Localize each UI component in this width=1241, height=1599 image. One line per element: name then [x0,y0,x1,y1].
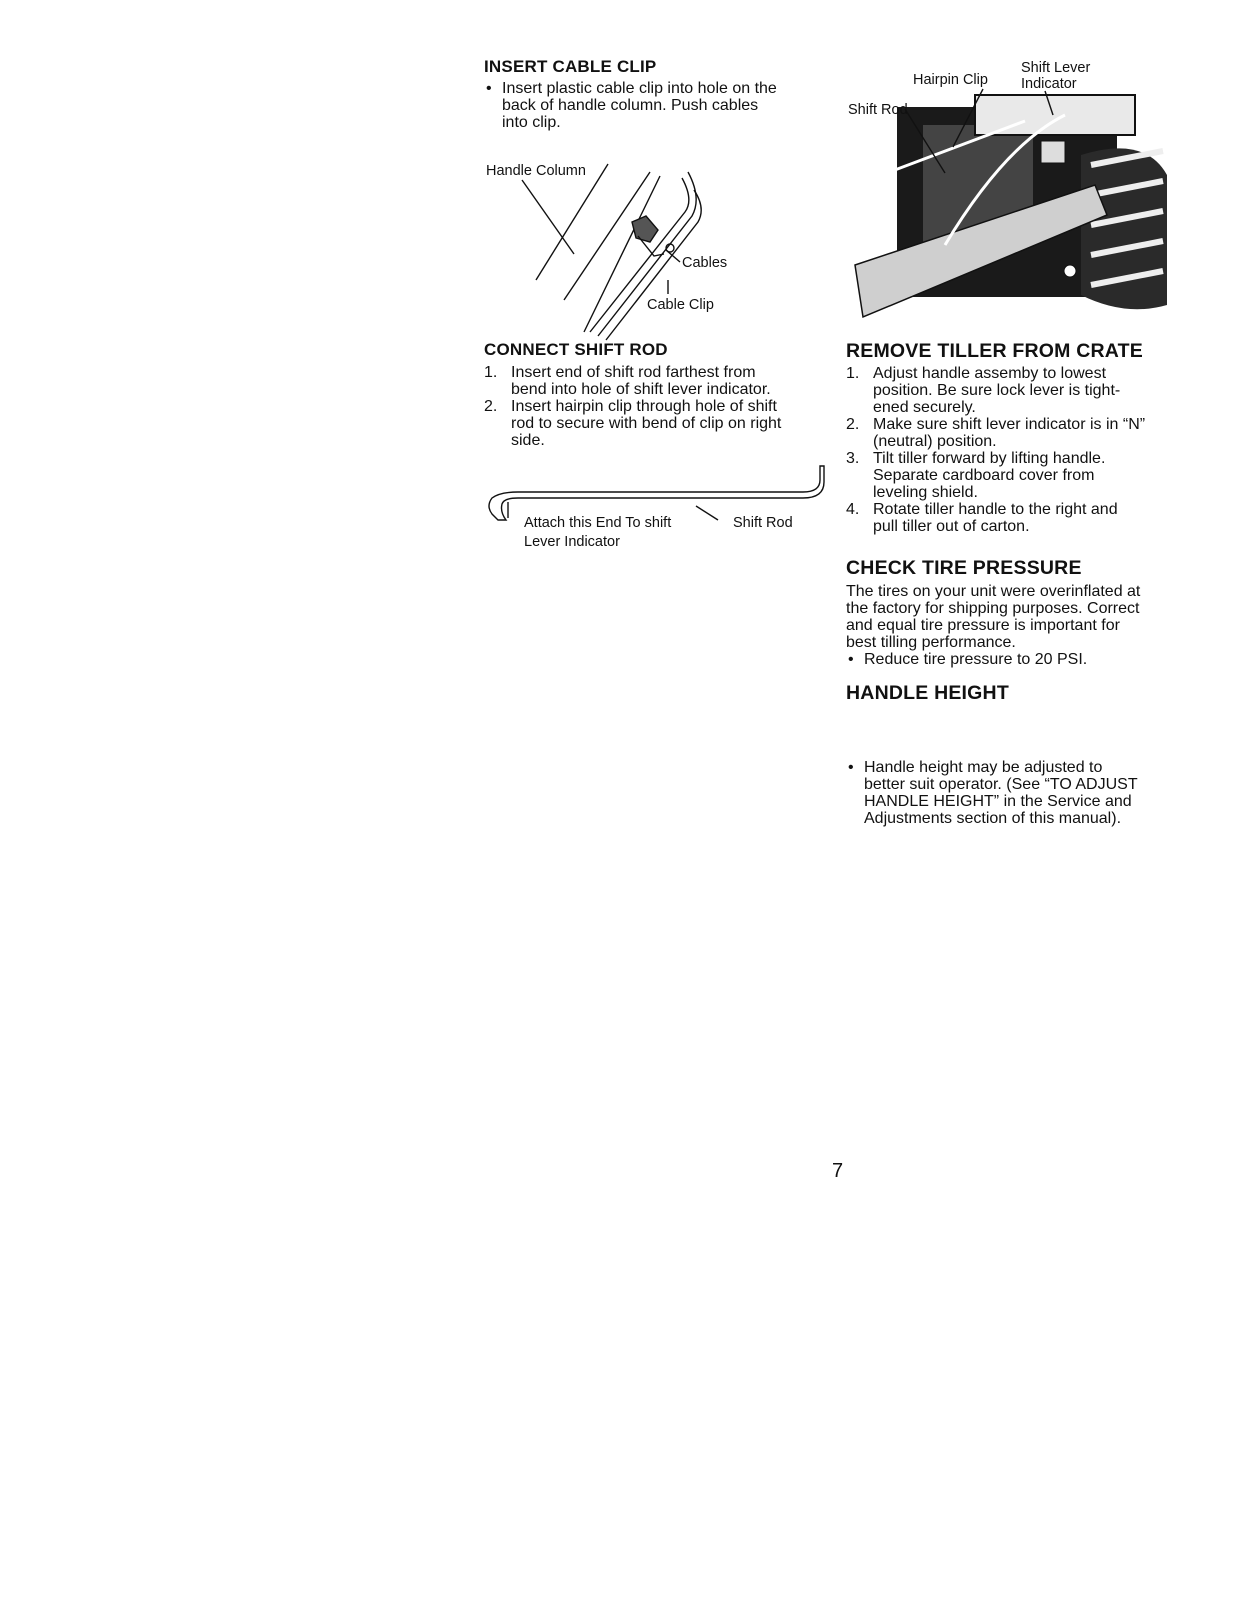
remove-tiller-heading: REMOVE TILLER FROM CRATE [846,340,1143,362]
attach-end-label-line1: Attach this End To shift [524,515,672,531]
text-line: Reduce tire pressure to 20 PSI. [864,651,1088,668]
list-item [846,450,1191,501]
insert-cable-clip-bullet [484,80,852,131]
handle-height-heading: HANDLE HEIGHT [846,682,1009,704]
step-number: 1. [846,365,860,382]
bullet-marker: • [848,651,854,668]
text-line: Separate cardboard cover from [873,467,1095,484]
text-line: the factory for shipping purposes. Correct [846,600,1140,617]
shift-rod-illustration [478,462,838,557]
text-line: rod to secure with bend of clip on right [511,415,782,432]
text-line: best tilling performance. [846,634,1016,651]
step-number: 2. [484,398,498,415]
bullet-marker: • [486,80,492,97]
list-item [484,364,834,398]
cable-clip-illustration [480,150,770,350]
list-item [846,501,1191,535]
text-line: Insert hairpin clip through hole of shift [511,398,777,415]
photo-hairpin-clip-label: Hairpin Clip [913,72,988,88]
page-number: 7 [832,1160,844,1182]
text-line: and equal tire pressure is important for [846,617,1120,634]
text-line: HANDLE HEIGHT” in the Service and [864,793,1132,810]
list-item [846,365,1191,416]
text-line: into clip. [502,114,561,131]
remove-tiller-steps [846,365,1191,535]
text-line: Insert end of shift rod farthest from [511,364,756,381]
handle-column-label: Handle Column [486,163,586,179]
text-line: ened securely. [873,399,976,416]
cable-clip-label: Cable Clip [647,297,714,313]
handle-height-bullet [846,759,1209,827]
text-line: Rotate tiller handle to the right and [873,501,1118,518]
step-number: 1. [484,364,498,381]
text-line: Handle height may be adjusted to [864,759,1103,776]
text-line: leveling shield. [873,484,978,501]
connect-shift-rod-steps [484,364,834,449]
connect-shift-rod-heading: CONNECT SHIFT ROD [484,340,668,359]
text-line: Insert plastic cable clip into hole on the [502,80,777,97]
handle-column-pointer [536,164,608,280]
list-item [846,416,1191,450]
text-line: back of handle column. Push cables [502,97,759,114]
tire-pressure-bullet [846,651,1191,668]
text-line: Make sure shift lever indicator is in “N” [873,416,1146,433]
text-line: (neutral) position. [873,433,997,450]
insert-cable-clip-heading: INSERT CABLE CLIP [484,57,657,76]
text-line: pull tiller out of carton. [873,518,1030,535]
text-line: Adjust handle assemby to lowest [873,365,1107,382]
list-item [484,398,834,449]
tire-pressure-paragraph [846,583,1191,668]
bullet-marker: • [848,759,854,776]
photo-shift-lever-label-line2: Indicator [1021,76,1077,92]
text-line: better suit operator. (See “TO ADJUST [864,776,1138,793]
attach-end-label-line2: Lever Indicator [524,534,620,550]
step-number: 4. [846,501,860,518]
photo-shift-lever-label-line1: Shift Lever [1021,60,1091,76]
shift-rod-label: Shift Rod [733,515,793,531]
text-line: bend into hole of shift lever indicator. [511,381,771,398]
text-line: The tires on your unit were overinflated at [846,583,1141,600]
check-tire-pressure-heading: CHECK TIRE PRESSURE [846,557,1082,579]
tiller-shift-photo [845,55,1175,320]
text-line: Adjustments section of this manual). [864,810,1122,827]
step-number: 2. [846,416,860,433]
step-number: 3. [846,450,860,467]
handle-column-leader [522,180,574,254]
cables-label: Cables [682,255,728,271]
text-line: side. [511,432,545,449]
text-line: position. Be sure lock lever is tight- [873,382,1121,399]
photo-shift-rod-label: Shift Rod [848,102,908,118]
text-line: Tilt tiller forward by lifting handle. [873,450,1106,467]
